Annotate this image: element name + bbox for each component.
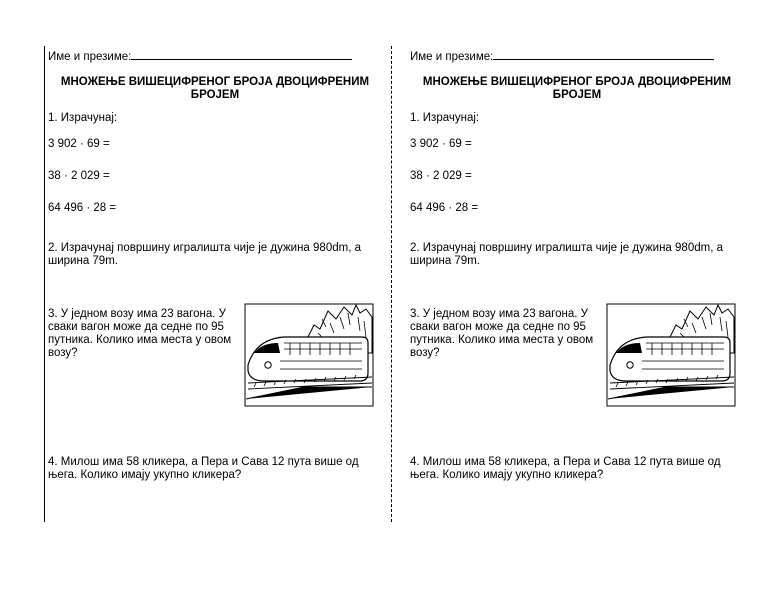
name-label: Име и презиме: — [410, 51, 494, 63]
name-label: Име и презиме: — [48, 51, 132, 63]
worksheet-copy-right — [410, 0, 740, 594]
task1-heading: 1. Израчунај: — [48, 112, 118, 124]
task4-text: 4. Милош има 58 кликера, а Пера и Сава 12 пута више од њега. Колико имају укупно кликера? — [410, 456, 721, 481]
worksheet-title: МНОЖЕЊЕ ВИШЕЦИФРЕНОГ БРОЈА ДВОЦИФРЕНИМ БРОЈЕМ — [422, 76, 732, 101]
margin-line — [44, 46, 45, 522]
train-icon — [244, 303, 374, 407]
expression-3: 64 496 · 28 = — [48, 202, 117, 214]
expression-2: 38 · 2 029 = — [410, 170, 472, 182]
cut-line — [391, 46, 392, 522]
name-field — [410, 49, 714, 64]
worksheet-copy-left — [48, 0, 378, 594]
task2-text: 2. Израчунај површину игралишта чије је дужина 980dm, а ширина 79m. — [48, 242, 361, 267]
train-icon — [606, 303, 736, 407]
task3-text: 3. У једном возу има 23 вагона. У сваки вагон може да седне по 95 путника. Колико има места у овом возу? — [410, 308, 594, 359]
expression-2: 38 · 2 029 = — [48, 170, 110, 182]
worksheet-title: МНОЖЕЊЕ ВИШЕЦИФРЕНОГ БРОЈА ДВОЦИФРЕНИМ БРОЈЕМ — [60, 76, 370, 101]
task3-text: 3. У једном возу има 23 вагона. У сваки вагон може да седне по 95 путника. Колико има места у овом возу? — [48, 308, 232, 359]
expression-1: 3 902 · 69 = — [48, 138, 110, 150]
task4-text: 4. Милош има 58 кликера, а Пера и Сава 12 пута више од њега. Колико имају укупно кликера? — [48, 456, 359, 481]
name-underline — [493, 49, 714, 60]
task2-text: 2. Израчунај површину игралишта чије је дужина 980dm, а ширина 79m. — [410, 242, 723, 267]
name-field — [48, 49, 352, 64]
expression-3: 64 496 · 28 = — [410, 202, 479, 214]
task1-heading: 1. Израчунај: — [410, 112, 480, 124]
expression-1: 3 902 · 69 = — [410, 138, 472, 150]
name-underline — [131, 49, 352, 60]
